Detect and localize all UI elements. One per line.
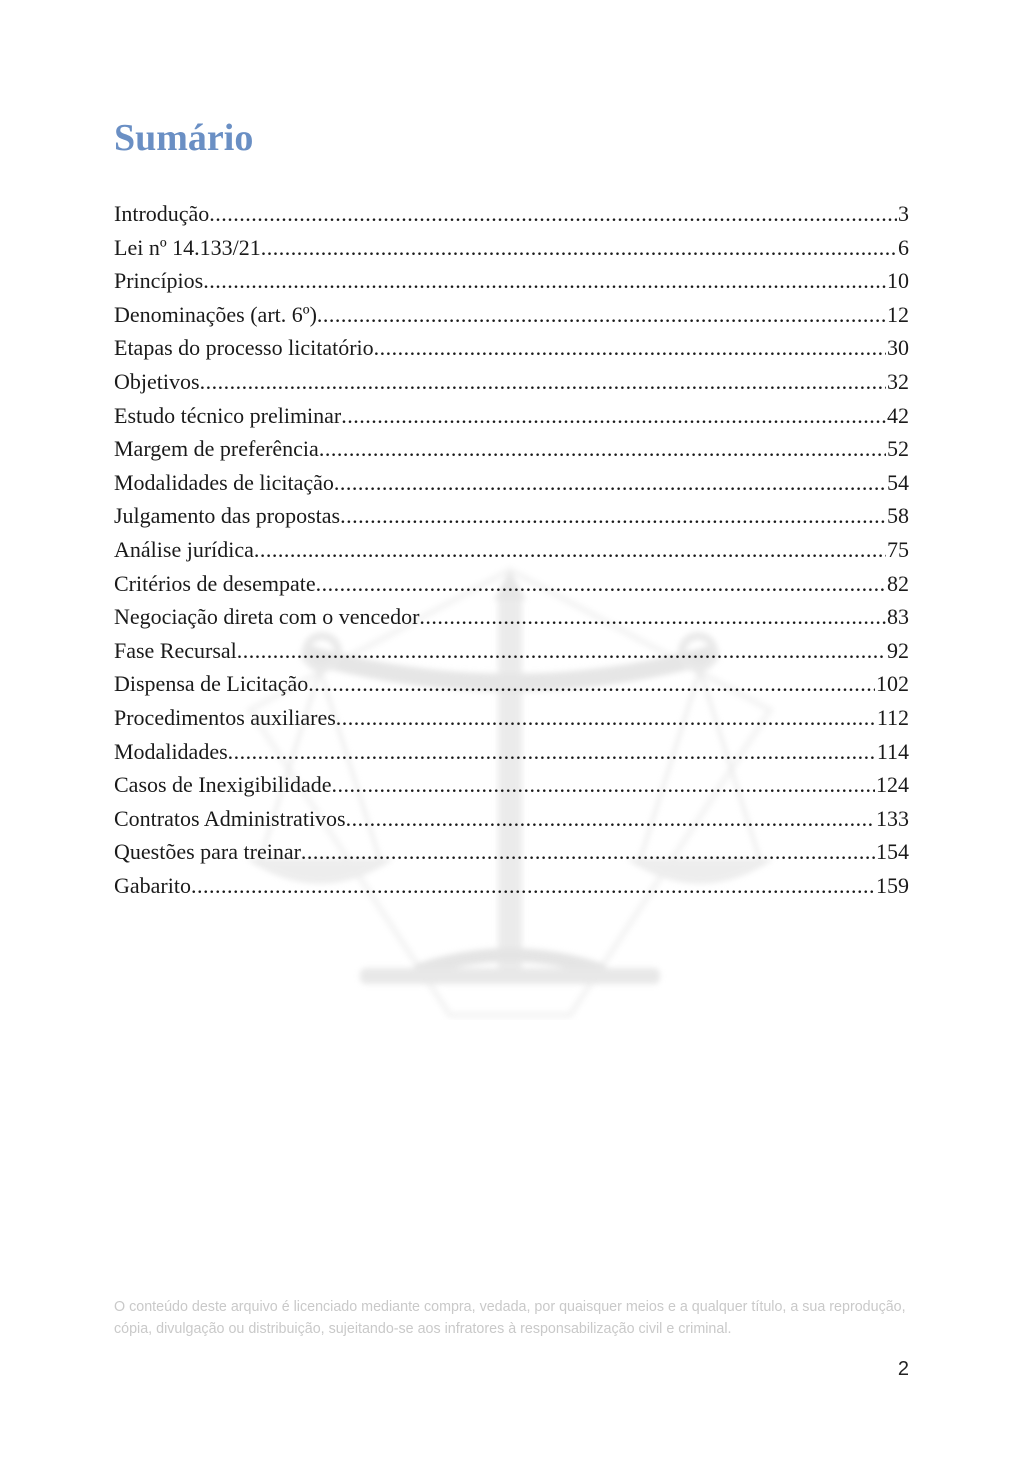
toc-entry-label: Fase Recursal	[114, 637, 237, 663]
toc-leader-dots	[374, 331, 886, 365]
toc-entry[interactable]	[114, 298, 909, 332]
toc-leader-dots	[301, 835, 875, 869]
toc-leader-dots	[237, 634, 886, 668]
toc-entry[interactable]	[114, 835, 909, 869]
toc-entry-page: 159	[876, 872, 909, 898]
toc-entry[interactable]	[114, 701, 909, 735]
toc-leader-dots	[203, 264, 886, 298]
toc-entry-page: 3	[898, 201, 909, 226]
toc-entry-page: 75	[887, 536, 909, 562]
toc-entry-label: Margem de preferência	[114, 436, 319, 462]
toc-entry-label: Princípios	[114, 268, 204, 294]
toc-entry[interactable]	[114, 533, 909, 567]
page-number: 2	[897, 1358, 909, 1380]
toc-leader-dots	[261, 231, 897, 265]
toc-entry-label: Dispensa de Licitação	[114, 671, 309, 697]
toc-leader-dots	[336, 701, 876, 735]
toc-entry-page: 102	[876, 671, 909, 697]
toc-entry-label: Lei nº 14.133/21	[114, 234, 261, 260]
toc-leader-dots	[254, 533, 886, 567]
toc-entry[interactable]	[114, 735, 909, 769]
toc-entry-label: Questões para treinar	[114, 839, 301, 865]
toc-entry-page: 12	[887, 301, 909, 327]
toc-entry-page: 83	[887, 604, 909, 630]
toc-entry-label: Julgamento das propostas	[114, 503, 341, 529]
toc-leader-dots	[319, 432, 886, 466]
toc-entry-label: Contratos Administrativos	[114, 805, 346, 831]
toc-entry[interactable]	[114, 331, 909, 365]
toc-entry[interactable]	[114, 197, 909, 231]
toc-entry-page: 92	[887, 637, 909, 663]
toc-entry-label: Etapas do processo licitatório	[114, 335, 374, 361]
toc-entry[interactable]	[114, 231, 909, 265]
toc-entry-page: 133	[876, 805, 909, 831]
toc-leader-dots	[332, 768, 875, 802]
toc-leader-dots	[308, 667, 875, 701]
toc-entry-label: Introdução	[114, 201, 210, 226]
toc-leader-dots	[346, 802, 875, 836]
toc-entry-page: 52	[887, 436, 909, 462]
toc-entry-page: 112	[876, 704, 909, 730]
table-of-contents	[114, 197, 909, 902]
toc-entry[interactable]	[114, 802, 909, 836]
toc-entry[interactable]	[114, 768, 909, 802]
page-title: Sumário	[114, 117, 254, 159]
toc-entry-page: 6	[898, 234, 909, 260]
toc-entry-page: 42	[887, 402, 909, 428]
toc-entry-label: Denominações (art. 6º)	[114, 301, 317, 327]
toc-entry-label: Casos de Inexigibilidade	[114, 772, 332, 798]
toc-entry[interactable]	[114, 869, 909, 903]
toc-entry-label: Gabarito	[114, 872, 191, 898]
toc-leader-dots	[191, 869, 875, 903]
toc-entry-label: Objetivos	[114, 368, 200, 394]
toc-entry-label: Negociação direta com o vencedor	[114, 604, 420, 630]
toc-leader-dots	[341, 399, 886, 433]
toc-leader-dots	[317, 298, 886, 332]
toc-entry[interactable]	[114, 432, 909, 466]
toc-entry[interactable]	[114, 634, 909, 668]
toc-entry-page: 30	[887, 335, 909, 361]
toc-entry[interactable]	[114, 600, 909, 634]
toc-entry[interactable]	[114, 399, 909, 433]
toc-entry-page: 154	[876, 839, 909, 865]
toc-entry[interactable]	[114, 667, 909, 701]
toc-entry-label: Modalidades	[114, 738, 228, 764]
toc-entry[interactable]	[114, 499, 909, 533]
toc-entry-page: 32	[887, 368, 909, 394]
toc-entry[interactable]	[114, 365, 909, 399]
toc-entry-label: Estudo técnico preliminar	[114, 402, 342, 428]
toc-entry-page: 54	[887, 469, 909, 495]
toc-entry-page: 124	[876, 772, 909, 798]
toc-entry-label: Procedimentos auxiliares	[114, 704, 336, 730]
toc-entry-page: 10	[887, 268, 909, 294]
copyright-notice: O conteúdo deste arquivo é licenciado mediante compra, vedada, por quaisquer meios e a qualquer título, a sua reprodução, cópia, divulgação ou distribuição, sujeitando-se aos infratores à responsabilização civil e criminal.	[114, 1299, 906, 1337]
toc-leader-dots	[209, 197, 897, 231]
toc-entry-label: Modalidades de licitação	[114, 469, 334, 495]
toc-leader-dots	[419, 600, 886, 634]
toc-entry[interactable]	[114, 466, 909, 500]
toc-entry-page: 58	[887, 503, 909, 529]
toc-entry[interactable]	[114, 264, 909, 298]
toc-entry[interactable]	[114, 567, 909, 601]
toc-entry-page: 82	[887, 570, 909, 596]
toc-leader-dots	[334, 466, 886, 500]
toc-leader-dots	[228, 735, 876, 769]
toc-leader-dots	[316, 567, 886, 601]
toc-entry-label: Análise jurídica	[114, 536, 254, 562]
toc-leader-dots	[200, 365, 886, 399]
toc-entry-page: 114	[876, 738, 909, 764]
toc-leader-dots	[340, 499, 886, 533]
toc-entry-label: Critérios de desempate	[114, 570, 316, 596]
